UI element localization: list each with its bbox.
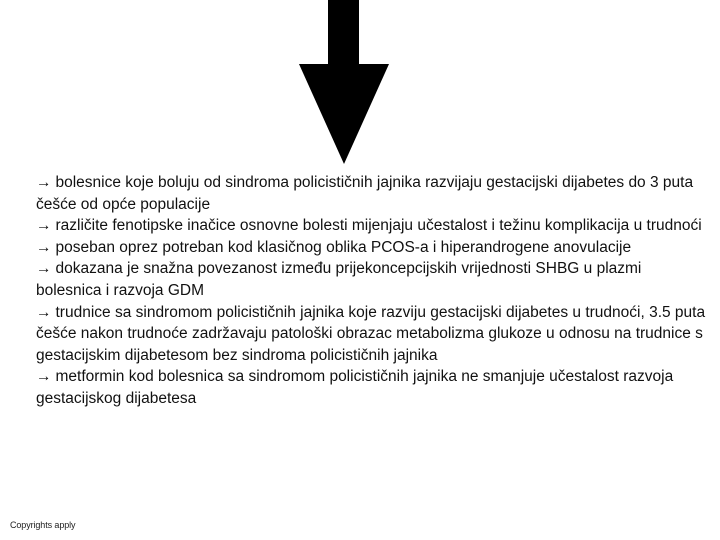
right-arrow-icon: →: [36, 260, 52, 278]
bullet-text: dokazana je snažna povezanost između prijekoncepcijskih vrijednosti SHBG u plazmi bolesnica i razvoja GDM: [36, 260, 642, 299]
right-arrow-icon: →: [36, 217, 52, 235]
list-item: [36, 215, 706, 237]
bullet-text: poseban oprez potreban kod klasičnog oblika PCOS-a i hiperandrogene anovulacije: [55, 238, 632, 256]
list-item: [36, 302, 706, 367]
bullet-list: [36, 172, 706, 410]
right-arrow-icon: →: [36, 238, 52, 256]
list-item: [36, 366, 706, 409]
right-arrow-icon: →: [36, 303, 52, 321]
bullet-text: bolesnice koje boluju od sindroma policističnih jajnika razvijaju gestacijski dijabetes do 3 puta češće od opće populacije: [36, 174, 694, 213]
bullet-text: različite fenotipske inačice osnovne bolesti mijenjaju učestalost i težinu komplikacija u trudnoći: [55, 217, 702, 235]
down-arrow-icon: [294, 0, 394, 166]
bullet-text: trudnice sa sindromom policističnih jajnika koje razviju gestacijski dijabetes u trudnoći, 3.5 puta češće nakon trudnoće zadržavaju patološki obrazac metabolizma glukoze u odnosu na trudnice s gestacijskim dijabetesom bez sindroma policističnih jajnika: [36, 303, 706, 364]
right-arrow-icon: →: [36, 174, 52, 191]
list-item: [36, 258, 706, 301]
right-arrow-icon: →: [36, 368, 52, 386]
list-item: [36, 172, 706, 215]
list-item: [36, 237, 706, 259]
bullet-text: metformin kod bolesnica sa sindromom policističnih jajnika ne smanjuje učestalost razvoja gestacijskog dijabetesa: [36, 368, 674, 407]
copyright-notice: Copyrights apply: [10, 520, 76, 530]
